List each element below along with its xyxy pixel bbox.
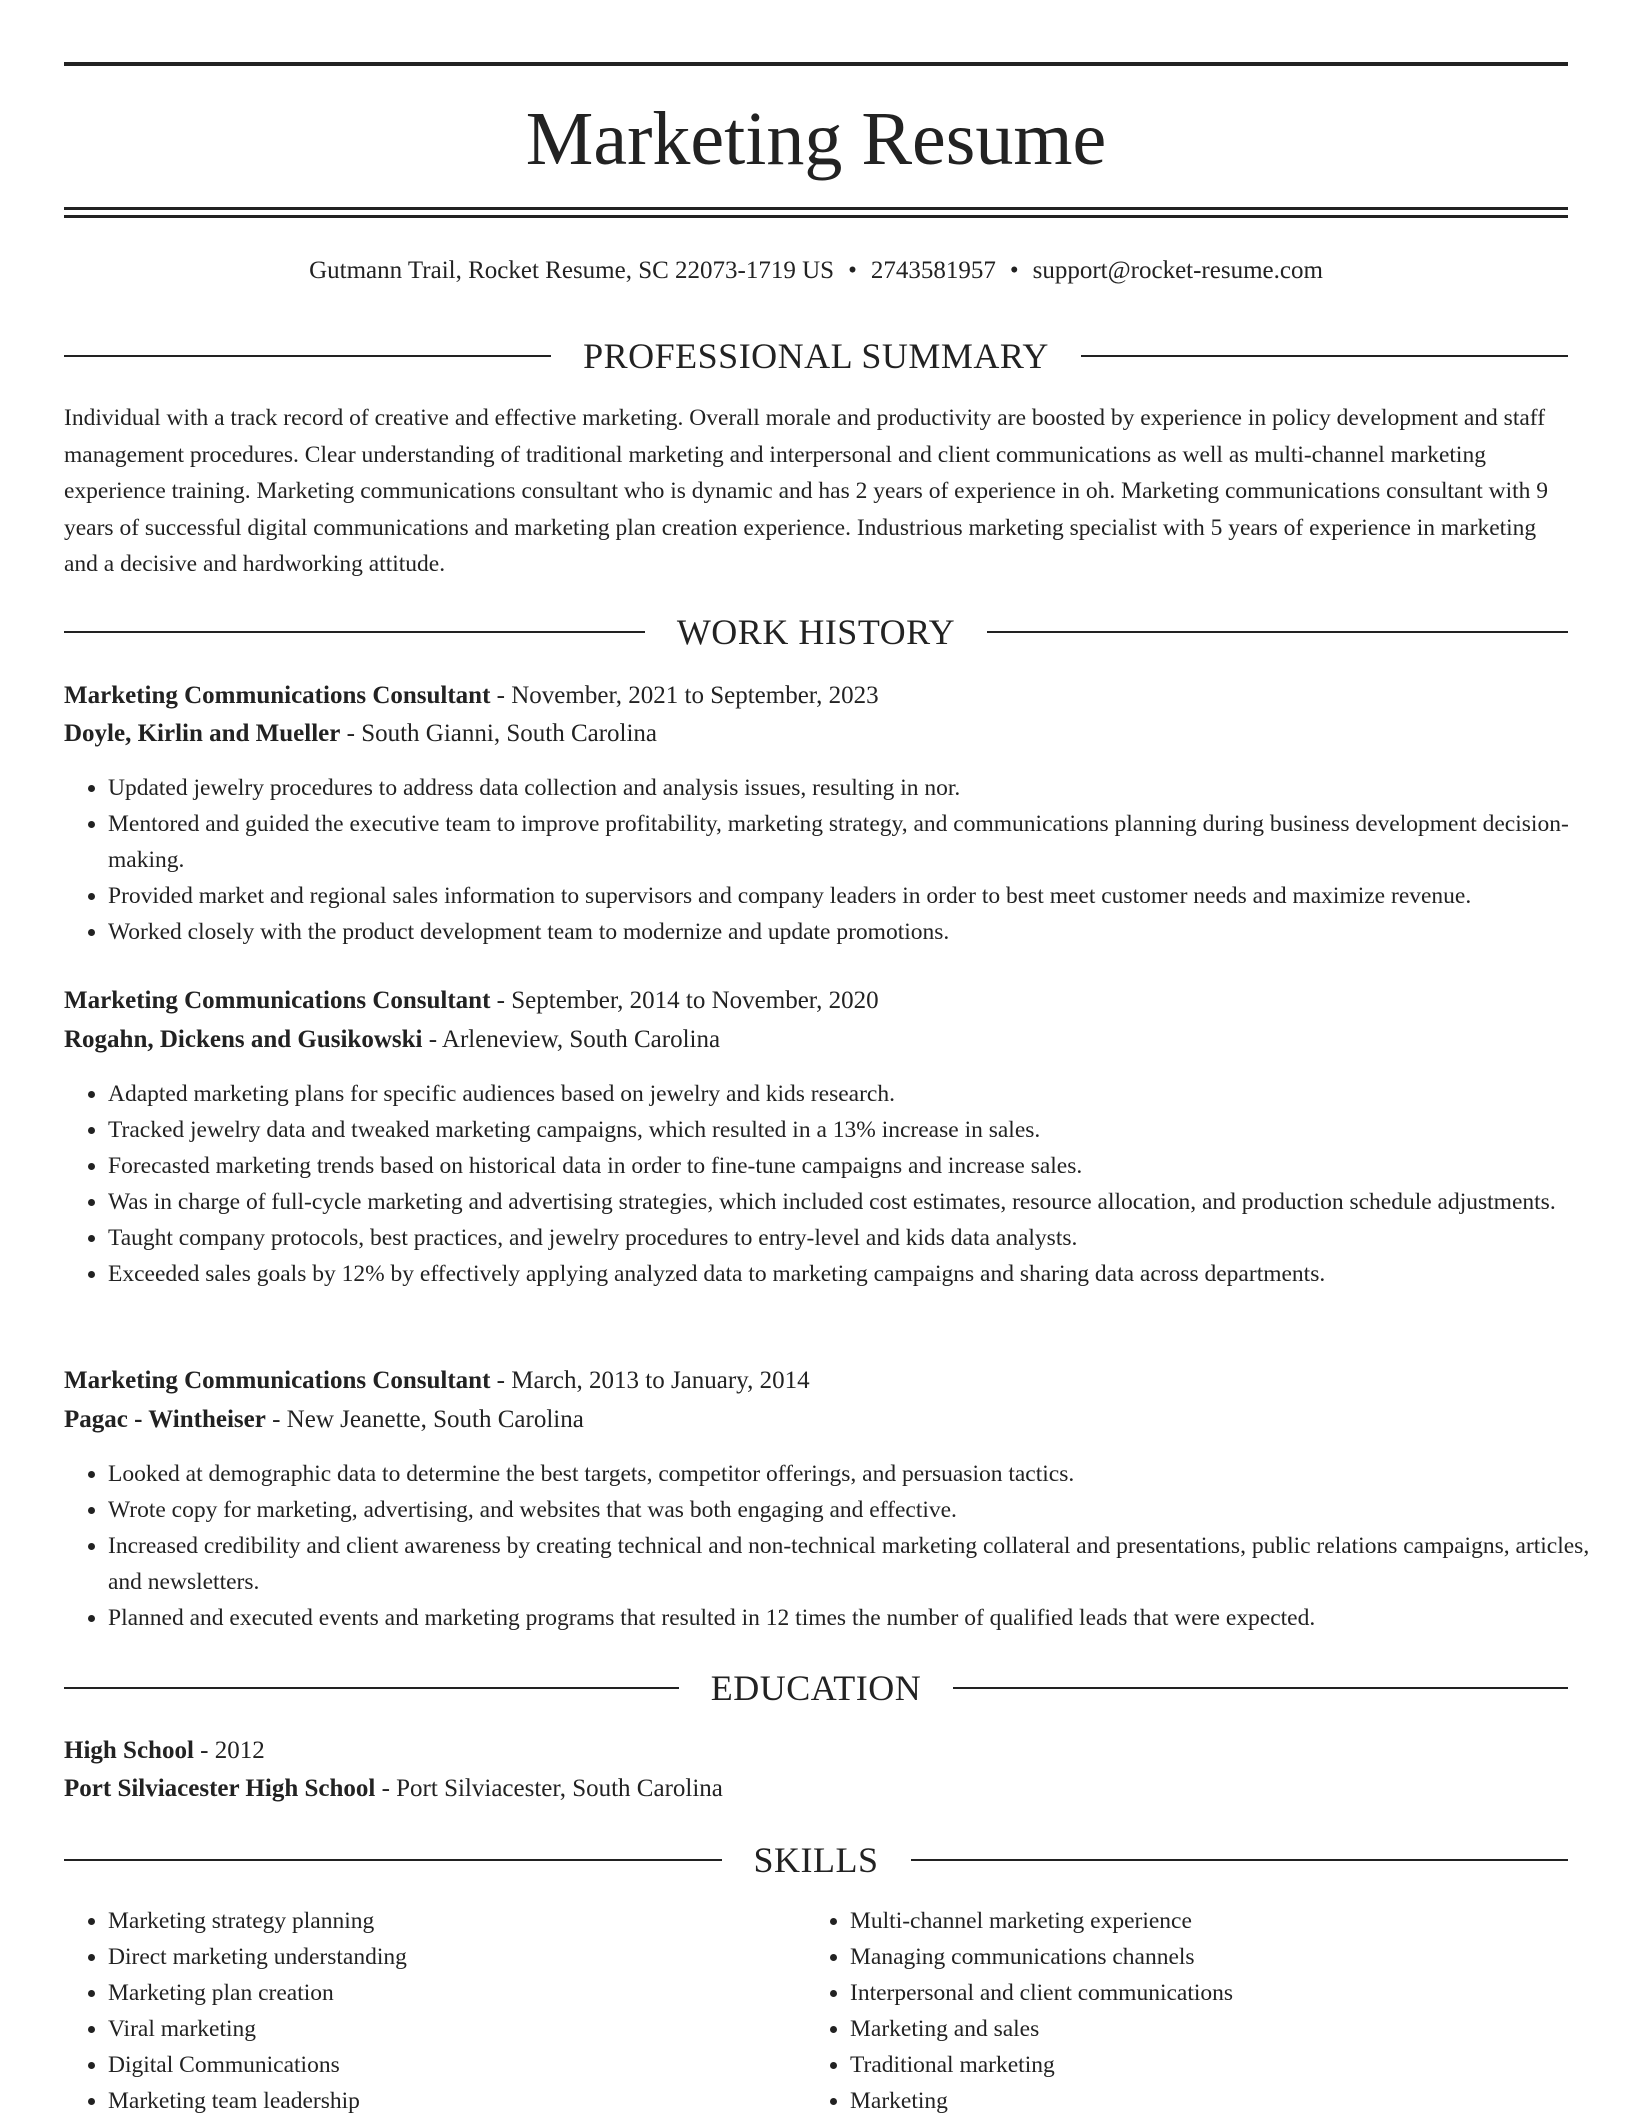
job-dates: - September, 2014 to November, 2020 [490,987,879,1014]
contact-phone: 2743581957 [870,257,996,284]
work-section-heading [64,610,1568,654]
job-bullet: • Wrote copy for marketing, advertising, and websites that was both engaging and effective. [108,1492,1612,1528]
job-title-line [64,679,1568,713]
contact-line [64,254,1568,288]
divider-line [64,355,551,357]
divider-line [1081,355,1568,357]
job-location: - New Jeanette, South Carolina [265,1406,584,1433]
resume-name: Marketing Resume [525,97,1107,181]
job-bullet: • Planned and executed events and marketing programs that resulted in 12 times the number of qualified leads that were expected. [108,1600,1612,1636]
header-top-rule [64,62,1568,66]
skill-item: • Marketing team leadership [108,2083,808,2119]
contact-email: support@rocket-resume.com [1032,257,1323,284]
job-bullet: • Updated jewelry procedures to address data collection and analysis issues, resulting in nor. [108,770,1612,806]
section-title: WORK HISTORY [676,612,956,652]
divider-line [64,1687,679,1689]
summary-section-heading [64,334,1568,378]
divider-line [911,1859,1569,1861]
job-bullet: • Worked closely with the product development team to modernize and update promotions. [108,914,1612,950]
skills-list-left [64,1903,808,2119]
education-year: - 2012 [193,1737,265,1764]
job-dates: - November, 2021 to September, 2023 [490,682,879,709]
skill-item: • Marketing plan creation [108,1975,808,2011]
divider-line [987,631,1568,633]
contact-address: Gutmann Trail, Rocket Resume, SC 22073-1719 US [309,257,835,284]
skill-item: • Marketing and sales [850,2011,1550,2047]
job-bullet: • Increased credibility and client awareness by creating technical and non-technical marketing collateral and presentations, public relations campaigns, articles, and newsletters. [108,1528,1612,1600]
skill-item: • Marketing strategy planning [108,1903,808,1939]
skills-section-heading [64,1838,1568,1882]
job-bullet-list [64,770,1612,950]
job-title-line [64,1364,1568,1398]
job-title-line [64,984,1568,1018]
job-bullet: • Looked at demographic data to determine the best targets, competitor offerings, and persuasion tactics. [108,1456,1612,1492]
job-title: Marketing Communications Consultant [64,1367,491,1394]
skill-item: • Direct marketing understanding [108,1939,808,1975]
header-double-rule-upper [64,207,1568,210]
summary-text: Individual with a track record of creative and effective marketing. Overall morale and productivity are boosted by experience in policy development and staff management procedures. Clear understanding of traditional marketing and interpersonal and client communications as well as multi-channel marketing experience training. Marketing communications consultant who is dynamic and has 2 years of experience in oh. Marketing communications consultant with 9 years of successful digital communications and marketing plan creation experience. Industrious marketing specialist with 5 years of experience in marketing and a decisive and hardworking attitude. [64,405,1549,577]
skill-item: • Marketing [850,2083,1550,2119]
skill-item: • Viral marketing [108,2011,808,2047]
contact-separator: • [848,257,857,284]
divider-line [953,1687,1568,1689]
education-location: - Port Silviacester, South Carolina [375,1775,723,1802]
skill-item: • Digital Communications [108,2047,808,2083]
contact-separator: • [1009,257,1019,284]
job-company-line [64,1023,1568,1057]
education-school-line [64,1772,1568,1806]
job-location: - South Gianni, South Carolina [340,720,658,747]
job-bullet: • Was in charge of full-cycle marketing and advertising strategies, which included cost estimates, resource allocation, and production schedule adjustments. [108,1184,1612,1220]
job-bullet: • Provided market and regional sales information to supervisors and company leaders in order to best meet customer needs and maximize revenue. [108,878,1612,914]
education-degree-line [64,1734,1568,1768]
job-company: Pagac - Wintheiser [64,1406,266,1433]
job-bullet: • Tracked jewelry data and tweaked marketing campaigns, which resulted in a 13% increase in sales. [108,1112,1612,1148]
section-title: PROFESSIONAL SUMMARY [583,336,1049,376]
job-bullet: • Exceeded sales goals by 12% by effectively applying analyzed data to marketing campaigns and sharing data across departments. [108,1256,1612,1292]
job-bullet: • Forecasted marketing trends based on historical data in order to fine-tune campaigns and increase sales. [108,1148,1612,1184]
divider-line [64,631,645,633]
job-company: Doyle, Kirlin and Mueller [64,720,341,747]
education-section-heading [64,1666,1568,1710]
job-location: - Arleneview, South Carolina [422,1026,721,1053]
job-bullet: • Taught company protocols, best practices, and jewelry procedures to entry-level and kids data analysts. [108,1220,1612,1256]
section-title: EDUCATION [710,1668,922,1708]
header-double-rule-lower [64,215,1568,218]
education-school: Port Silviacester High School [64,1775,376,1802]
skill-item: • Interpersonal and client communications [850,1975,1550,2011]
job-bullet-list [64,1076,1612,1292]
job-bullet-list [64,1456,1612,1636]
skill-item: • Managing communications channels [850,1939,1550,1975]
skills-list-right [806,1903,1550,2119]
job-company-line [64,1403,1568,1437]
skill-item: • Traditional marketing [850,2047,1550,2083]
job-bullet: • Adapted marketing plans for specific audiences based on jewelry and kids research. [108,1076,1612,1112]
job-company: Rogahn, Dickens and Gusikowski [64,1026,423,1053]
job-bullet: • Mentored and guided the executive team to improve profitability, marketing strategy, and communications planning during business development decision-making. [108,806,1612,878]
job-dates: - March, 2013 to January, 2014 [490,1367,810,1394]
skill-item: • Multi-channel marketing experience [850,1903,1550,1939]
job-company-line [64,717,1568,751]
divider-line [64,1859,722,1861]
education-degree: High School [64,1737,194,1764]
section-title: SKILLS [753,1840,879,1880]
job-title: Marketing Communications Consultant [64,682,491,709]
job-title: Marketing Communications Consultant [64,987,491,1014]
